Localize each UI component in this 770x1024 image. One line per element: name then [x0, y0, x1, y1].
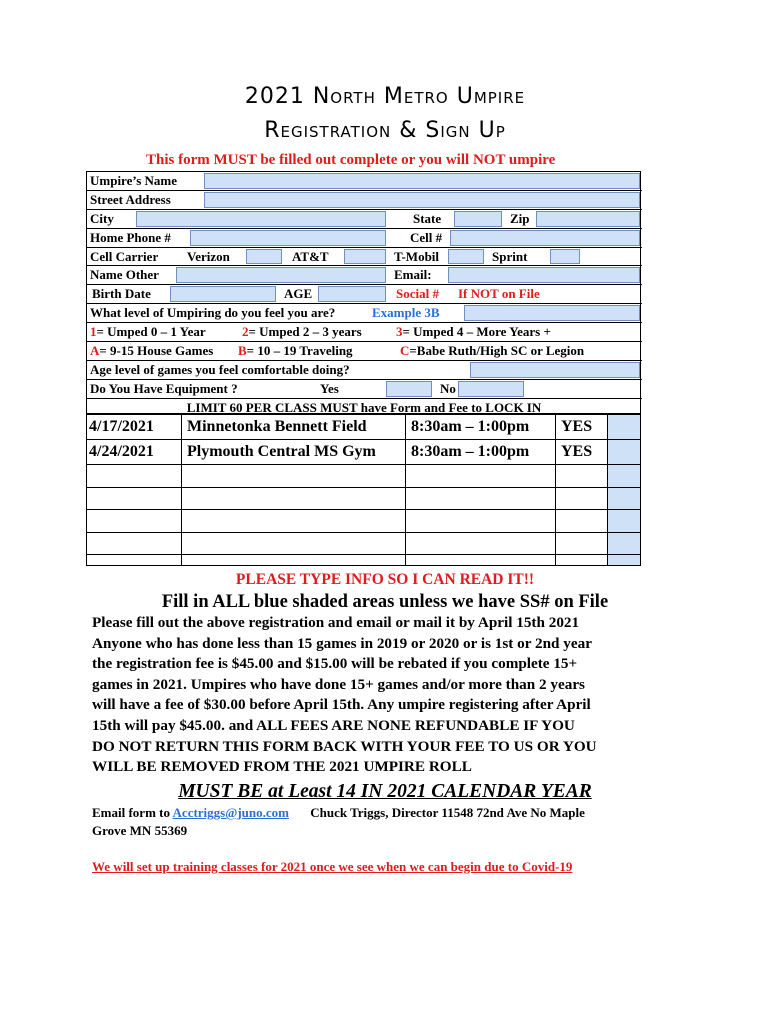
type-a: A= 9-15 House Games	[90, 343, 214, 359]
fill-blue-text: Fill in ALL blue shaded areas unless we have SS# on File	[161, 592, 609, 612]
city-field[interactable]	[136, 211, 386, 227]
age-level-field[interactable]	[470, 362, 640, 378]
email-label: Email:	[394, 267, 432, 283]
schedule-row-empty	[87, 488, 640, 511]
age-field[interactable]	[318, 286, 386, 302]
row-city	[86, 210, 642, 229]
verizon-label: Verizon	[187, 248, 230, 264]
fee-paragraph	[92, 613, 692, 778]
umpire-name-field[interactable]	[204, 173, 640, 189]
row-game-types	[86, 342, 642, 361]
para-line: Anyone who has done less than 15 games in 2019 or 2020 or is 1st or 2nd year	[92, 634, 592, 652]
covid-note: We will set up training classes for 2021 once we see when we can begin due to Covid-19	[92, 859, 573, 874]
level-2: 2= Umped 2 – 3 years	[242, 324, 362, 340]
level-question: What level of Umpiring do you feel you are?	[90, 305, 336, 321]
sprint-label: Sprint	[492, 248, 528, 264]
birth-date-field[interactable]	[170, 286, 276, 302]
level-3: 3= Umped 4 – More Years +	[396, 324, 551, 340]
type-b: B= 10 – 19 Traveling	[238, 343, 353, 359]
state-label: State	[413, 210, 442, 226]
state-field[interactable]	[454, 211, 502, 227]
para-line: Please fill out the above registration and email or mail it by April 15th 2021	[92, 614, 580, 631]
cell-label: Cell #	[410, 229, 443, 245]
please-type-text: PLEASE TYPE INFO SO I CAN READ IT!!	[235, 571, 535, 588]
schedule-place: Plymouth Central MS Gym	[187, 443, 376, 460]
street-address-label: Street Address	[90, 191, 171, 207]
tmobil-checkbox[interactable]	[448, 249, 484, 265]
zip-label: Zip	[510, 210, 530, 226]
level-field[interactable]	[464, 305, 640, 321]
schedule-row	[87, 415, 640, 440]
minimum-age-text: MUST BE at Least 14 IN 2021 CALENDAR YEAR	[178, 781, 592, 802]
age-label: AGE	[284, 286, 313, 302]
schedule-time: 8:30am – 1:00pm	[411, 443, 530, 460]
umpire-name-label: Umpire’s Name	[90, 173, 178, 188]
equipment-yes-checkbox[interactable]	[386, 381, 432, 397]
limit-text: LIMIT 60 PER CLASS MUST have Form and Fee to LOCK IN	[186, 399, 542, 415]
schedule-time: 8:30am – 1:00pm	[411, 418, 530, 435]
para-line: the registration fee is $45.00 and $15.00 will be rebated if you complete 15+	[92, 655, 578, 673]
registration-form	[86, 172, 642, 418]
home-phone-label: Home Phone #	[90, 229, 171, 245]
att-checkbox[interactable]	[344, 249, 386, 265]
birth-date-label: Birth Date	[92, 286, 151, 302]
address-line: Grove MN 55369	[92, 823, 188, 838]
row-age-level	[86, 361, 642, 380]
email-link[interactable]: Acctriggs@juno.com	[172, 805, 289, 820]
zip-field[interactable]	[536, 211, 640, 227]
schedule-table	[86, 414, 641, 566]
para-line: will have a fee of $30.00 before April 15th. Any umpire registering after April	[92, 696, 591, 714]
schedule-row-empty	[87, 510, 640, 533]
verizon-checkbox[interactable]	[246, 249, 282, 265]
equipment-yes-label: Yes	[320, 380, 339, 396]
row-umpire-name	[86, 172, 642, 191]
row-street-address	[86, 191, 642, 210]
equipment-question: Do You Have Equipment ?	[90, 380, 238, 396]
name-other-field[interactable]	[176, 267, 386, 283]
warning-text: This form MUST be filled out complete or you will NOT umpire	[146, 152, 556, 168]
cell-field[interactable]	[450, 230, 640, 246]
sprint-checkbox[interactable]	[550, 249, 580, 265]
para-line: games in 2021. Umpires who have done 15+ games and/or more than 2 years	[92, 675, 585, 693]
email-field[interactable]	[448, 267, 640, 283]
home-phone-field[interactable]	[190, 230, 386, 246]
schedule-row-empty	[87, 533, 640, 556]
schedule-date: 4/17/2021	[89, 418, 154, 435]
email-form-label: Email form to	[92, 805, 170, 820]
schedule-date: 4/24/2021	[89, 443, 154, 460]
page-title-line2: Registration & Sign Up	[264, 118, 506, 143]
level-1: 1= Umped 0 – 1 Year	[90, 324, 206, 340]
equipment-no-checkbox[interactable]	[458, 381, 524, 397]
row-equipment	[86, 380, 642, 399]
type-c: C=Babe Ruth/High SC or Legion	[400, 343, 585, 359]
city-label: City	[90, 210, 114, 226]
page-title-line1: 2021 North Metro Umpire	[244, 84, 526, 109]
para-line: DO NOT RETURN THIS FORM BACK WITH YOUR FEE TO US OR YOU	[92, 737, 597, 755]
social-label: Social #	[396, 286, 439, 302]
row-levels	[86, 323, 642, 342]
row-birth	[86, 285, 642, 304]
schedule-avail: YES	[561, 443, 593, 460]
cell-carrier-label: Cell Carrier	[90, 248, 159, 264]
contact-line	[92, 805, 585, 821]
para-line: 15th will pay $45.00. and ALL FEES ARE NONE REFUNDABLE IF YOU	[92, 716, 575, 734]
row-phone	[86, 229, 642, 248]
name-other-label: Name Other	[90, 267, 159, 283]
age-level-question: Age level of games you feel comfortable doing?	[90, 361, 350, 377]
schedule-avail: YES	[561, 418, 593, 435]
row-other	[86, 266, 642, 285]
para-line: WILL BE REMOVED FROM THE 2021 UMPIRE ROLL	[92, 758, 472, 776]
tmobil-label: T-Mobil	[394, 248, 440, 264]
schedule-row-empty	[87, 465, 640, 488]
row-level-question	[86, 304, 642, 323]
schedule-place: Minnetonka Bennett Field	[187, 418, 367, 435]
row-carrier	[86, 248, 642, 267]
level-example: Example 3B	[372, 305, 440, 321]
street-address-field[interactable]	[204, 192, 640, 208]
att-label: AT&T	[292, 248, 329, 264]
director-text: Chuck Triggs, Director 11548 72nd Ave No Maple	[310, 805, 585, 820]
if-not-on-file: If NOT on File	[458, 286, 540, 302]
schedule-row	[87, 440, 640, 465]
equipment-no-label: No	[440, 380, 456, 396]
